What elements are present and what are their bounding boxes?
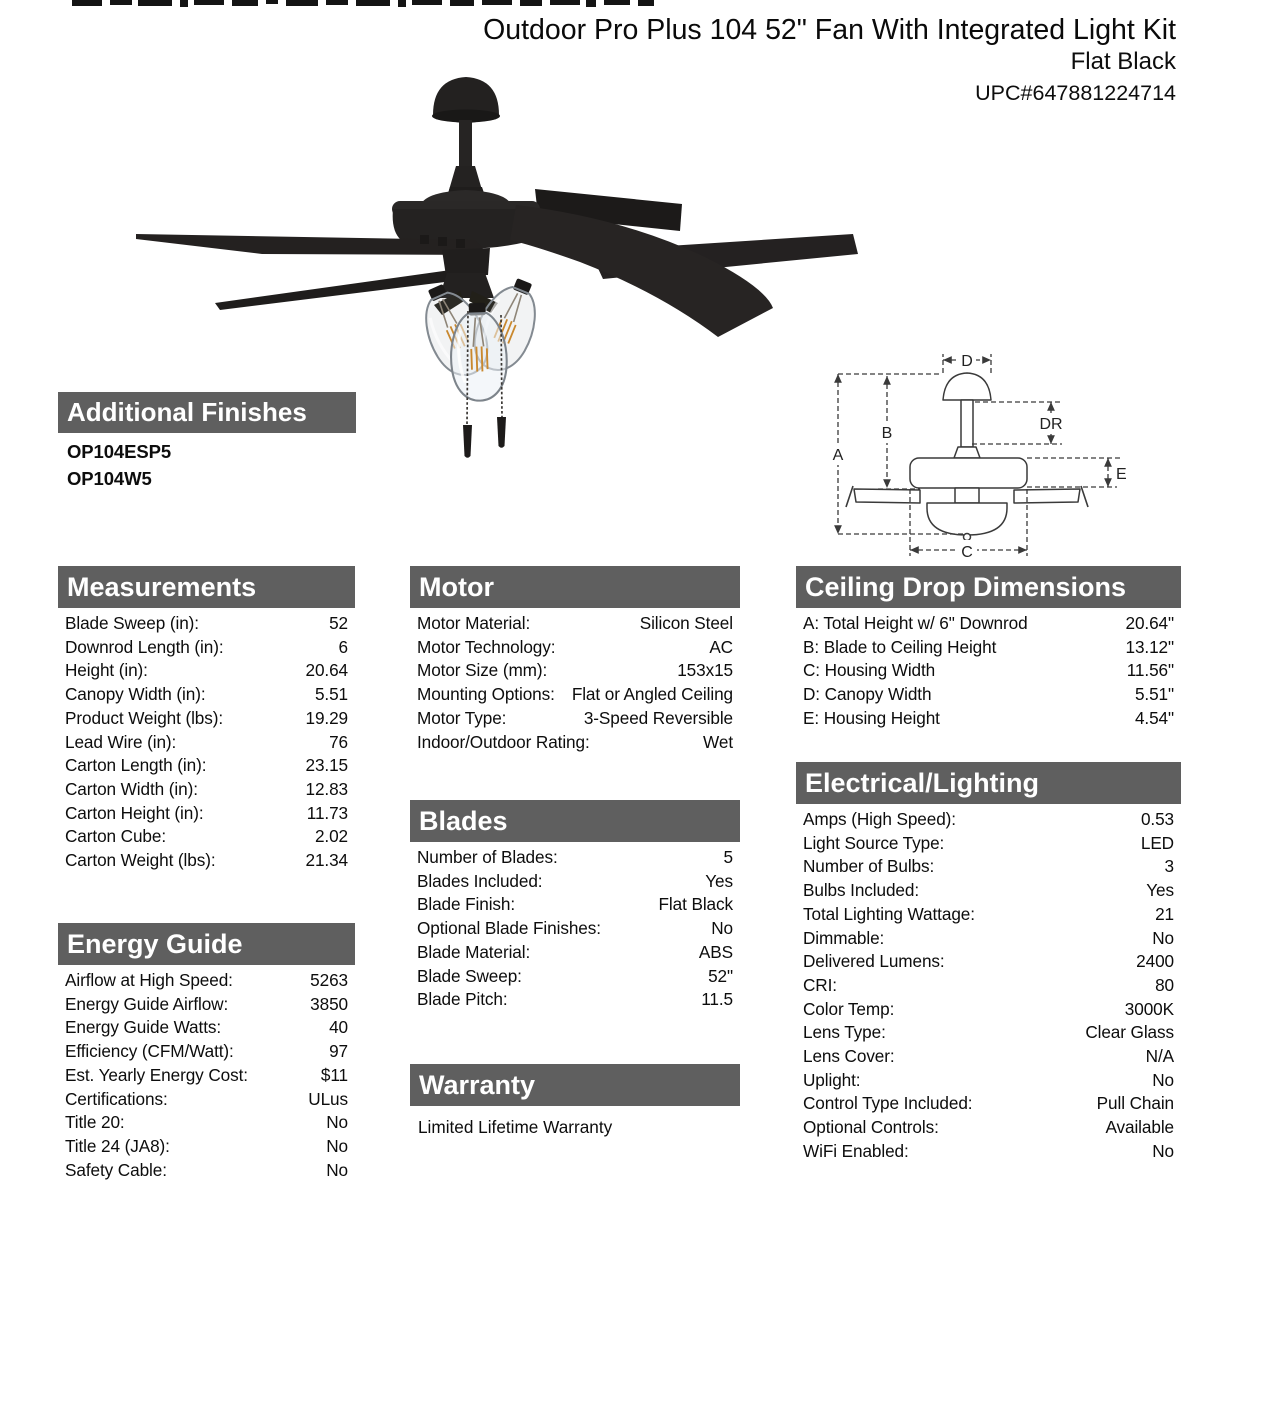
section-header-additional-finishes: Additional Finishes (58, 392, 356, 433)
spec-row (803, 683, 1174, 707)
spec-row: OP104ESP5 (67, 441, 172, 462)
spec-value: No (1152, 1140, 1174, 1161)
spec-value: 19.29 (305, 707, 348, 728)
energy-guide-rows (58, 969, 355, 1182)
motor-section (410, 566, 740, 754)
spec-value: No (711, 918, 733, 939)
spec-value: 2.02 (314, 826, 348, 847)
spec-row (417, 659, 733, 683)
spec-row (417, 612, 733, 636)
spec-label: Mounting Options: (417, 684, 555, 705)
spec-label: Efficiency (CFM/Watt): (65, 1041, 234, 1062)
spec-value: $11 (320, 1064, 348, 1085)
spec-label: E: Housing Height (803, 707, 940, 728)
spec-row (65, 659, 348, 683)
spec-value: 20.64" (1125, 613, 1174, 633)
spec-row (803, 1092, 1174, 1116)
spec-label: Canopy Width (in): (65, 684, 206, 705)
spec-row (803, 832, 1174, 856)
spec-label: Product Weight (lbs): (65, 707, 224, 728)
electrical-rows (796, 808, 1181, 1164)
spec-row (803, 855, 1174, 879)
spec-value: 11.73 (306, 802, 348, 823)
spec-value: 52" (708, 965, 733, 986)
measurements-section (58, 566, 355, 873)
spec-row (65, 707, 348, 731)
spec-value: Silicon Steel (639, 613, 733, 633)
spec-value: 97 (329, 1041, 348, 1062)
spec-label: Amps (High Speed): (803, 809, 956, 829)
dim-d (943, 350, 991, 373)
spec-value: 76 (329, 731, 348, 752)
spec-value: No (326, 1135, 348, 1156)
fan-canopy (432, 77, 500, 123)
spec-label: Number of Bulbs: (803, 856, 935, 877)
spec-row (417, 731, 733, 755)
spec-label: Light Source Type: (803, 832, 945, 853)
spec-value: 80 (1155, 974, 1174, 995)
spec-row (803, 1045, 1174, 1069)
spec-value: 3-Speed Reversible (583, 707, 733, 728)
spec-value: AC (709, 636, 733, 657)
spec-row (65, 778, 348, 802)
spec-row (65, 1135, 348, 1159)
spec-value: Yes (1146, 880, 1174, 901)
spec-row (803, 998, 1174, 1022)
dim-label-dr: DR (1039, 416, 1063, 433)
spec-row (803, 974, 1174, 998)
spec-value: No (1152, 927, 1174, 948)
spec-value: No (1152, 1069, 1174, 1090)
spec-label: Blade Sweep: (417, 965, 522, 986)
section-header-ceiling-drop: Ceiling Drop Dimensions (796, 566, 1181, 608)
spec-row (65, 1064, 348, 1088)
spec-row (417, 870, 733, 894)
spec-row (803, 903, 1174, 927)
spec-label: Blade Finish: (417, 894, 516, 915)
spec-label: Carton Length (in): (65, 755, 207, 776)
spec-label: Dimmable: (803, 927, 885, 948)
spec-label: Title 20: (65, 1112, 125, 1133)
spec-value: 52 (329, 613, 348, 633)
spec-label: Carton Cube: (65, 826, 167, 847)
spec-label: Title 24 (JA8): (65, 1135, 170, 1156)
dim-dr (972, 402, 1068, 444)
spec-label: Motor Technology: (417, 636, 556, 657)
section-header-electrical: Electrical/Lighting (796, 762, 1181, 804)
dim-label-c: C (961, 544, 973, 561)
spec-value: 3 (1164, 856, 1174, 877)
spec-row (65, 731, 348, 755)
spec-label: Bulbs Included: (803, 880, 920, 901)
spec-row (417, 988, 733, 1012)
spec-value: N/A (1145, 1046, 1174, 1067)
spec-row (417, 893, 733, 917)
spec-row (65, 683, 348, 707)
spec-value: Flat Black (658, 894, 733, 915)
spec-label: Lens Type: (803, 1022, 886, 1043)
dim-label-b: B (881, 425, 893, 442)
spec-label: Blade Pitch: (417, 989, 508, 1010)
product-upc: UPC#647881224714 (975, 81, 1176, 105)
warranty-section (410, 1064, 740, 1139)
spec-row (803, 879, 1174, 903)
fan-downrod (449, 120, 482, 190)
spec-value: 6 (338, 636, 348, 657)
spec-label: Lead Wire (in): (65, 731, 177, 752)
spec-row (417, 636, 733, 660)
spec-row (65, 802, 348, 826)
spec-label: Color Temp: (803, 998, 895, 1019)
diagram-fan-outline (846, 373, 1088, 541)
spec-row (803, 707, 1174, 731)
spec-value: Available (1105, 1117, 1174, 1138)
spec-value: Clear Glass (1085, 1022, 1174, 1043)
spec-row (803, 612, 1174, 636)
spec-row (803, 636, 1174, 660)
spec-label: A: Total Height w/ 6" Downrod (803, 613, 1028, 633)
spec-label: Blades Included: (417, 870, 543, 891)
spec-value: 21 (1155, 903, 1174, 924)
spec-label: Carton Weight (lbs): (65, 850, 216, 871)
spec-value: 11.5 (701, 989, 733, 1010)
spec-row: OP104W5 (67, 467, 152, 489)
spec-row (65, 1016, 348, 1040)
spec-label: CRI: (803, 974, 837, 995)
spec-row (417, 917, 733, 941)
spec-value: ULus (308, 1088, 348, 1109)
spec-row (417, 941, 733, 965)
spec-label: Optional Blade Finishes: (417, 918, 601, 939)
spec-row (803, 1116, 1174, 1140)
spec-label: Height (in): (65, 660, 148, 681)
spec-label: Est. Yearly Energy Cost: (65, 1064, 248, 1085)
blades-rows (410, 846, 740, 1012)
spec-label: Motor Size (mm): (417, 660, 548, 681)
spec-label: Downrod Length (in): (65, 636, 224, 657)
spec-label: Total Lighting Wattage: (803, 903, 975, 924)
spec-label: D: Canopy Width (803, 684, 932, 705)
section-header-energy-guide: Energy Guide (58, 923, 355, 965)
additional-finishes-list (58, 439, 356, 492)
spec-value: 5.51" (1134, 684, 1174, 705)
spec-label: Carton Width (in): (65, 778, 198, 799)
spec-label: C: Housing Width (803, 660, 936, 681)
spec-row (65, 612, 348, 636)
section-header-measurements: Measurements (58, 566, 355, 608)
spec-row (803, 950, 1174, 974)
spec-label: Airflow at High Speed: (65, 970, 233, 990)
section-header-warranty: Warranty (410, 1064, 740, 1106)
spec-row (803, 1140, 1174, 1164)
ceiling-drop-section (796, 566, 1181, 731)
spec-row (65, 636, 348, 660)
spec-label: WiFi Enabled: (803, 1140, 909, 1161)
spec-row (803, 1069, 1174, 1093)
product-finish: Flat Black (1070, 48, 1176, 75)
spec-label: B: Blade to Ceiling Height (803, 636, 997, 657)
spec-value: 3000K (1124, 998, 1174, 1019)
dim-e (1027, 458, 1127, 487)
spec-row (65, 825, 348, 849)
product-title: Outdoor Pro Plus 104 52" Fan With Integrated Light Kit (483, 14, 1176, 46)
spec-label: Delivered Lumens: (803, 951, 945, 972)
spec-label: Blade Material: (417, 941, 531, 962)
spec-value: 4.54" (1134, 707, 1174, 728)
dim-label-d: D (961, 353, 973, 370)
spec-value: 2400 (1136, 951, 1174, 972)
spec-label: Energy Guide Watts: (65, 1017, 222, 1038)
spec-value: 153x15 (677, 660, 733, 681)
ceiling-drop-rows (796, 612, 1181, 731)
spec-row (65, 1088, 348, 1112)
section-header-motor: Motor (410, 566, 740, 608)
additional-finishes-section (58, 392, 356, 492)
spec-value: ABS (698, 941, 733, 962)
spec-value: 21.34 (305, 850, 348, 871)
spec-label: Optional Controls: (803, 1117, 939, 1138)
spec-row (65, 1111, 348, 1135)
section-header-blades: Blades (410, 800, 740, 842)
spec-label: Lens Cover: (803, 1046, 895, 1067)
spec-row (65, 754, 348, 778)
spec-label: Safety Cable: (65, 1159, 167, 1180)
spec-value: 40 (329, 1017, 348, 1038)
clipped-logo-fragments (72, 0, 662, 8)
motor-rows (410, 612, 740, 754)
dim-label-e: E (1116, 466, 1127, 483)
spec-label: Motor Type: (417, 707, 507, 728)
spec-value: 0.53 (1140, 809, 1174, 829)
spec-value: 5 (723, 847, 733, 867)
spec-row (417, 846, 733, 870)
spec-label: Certifications: (65, 1088, 168, 1109)
spec-value: Yes (705, 870, 733, 891)
spec-row (803, 1021, 1174, 1045)
spec-label: Motor Material: (417, 613, 531, 633)
spec-row (65, 849, 348, 873)
spec-value: LED (1140, 832, 1174, 853)
spec-value: 5.51 (314, 684, 348, 705)
spec-label: Uplight: (803, 1069, 861, 1090)
spec-row (65, 993, 348, 1017)
spec-value: 23.15 (305, 755, 348, 776)
ceiling-drop-diagram (820, 345, 1192, 570)
measurements-rows (58, 612, 355, 873)
spec-label: Carton Height (in): (65, 802, 204, 823)
spec-value: No (326, 1112, 348, 1133)
spec-value: Flat or Angled Ceiling (571, 684, 733, 705)
spec-row (803, 808, 1174, 832)
spec-row (803, 659, 1174, 683)
spec-value: 11.56" (1126, 660, 1174, 681)
spec-value: 13.12" (1125, 636, 1174, 657)
spec-label: Blade Sweep (in): (65, 613, 199, 633)
dim-label-a: A (832, 447, 844, 464)
blades-section (410, 800, 740, 1012)
spec-label: Indoor/Outdoor Rating: (417, 731, 590, 752)
spec-row (417, 965, 733, 989)
spec-value: 12.83 (305, 778, 348, 799)
energy-guide-section (58, 923, 355, 1182)
spec-row (65, 1040, 348, 1064)
spec-value: 3850 (310, 993, 348, 1014)
spec-value: 5263 (310, 970, 348, 990)
spec-value: No (326, 1159, 348, 1180)
spec-row (65, 969, 348, 993)
spec-label: Energy Guide Airflow: (65, 993, 229, 1014)
spec-row (417, 707, 733, 731)
spec-label: Control Type Included: (803, 1093, 973, 1114)
warranty-text: Limited Lifetime Warranty (418, 1117, 613, 1137)
spec-value: Pull Chain (1096, 1093, 1174, 1114)
spec-label: Number of Blades: (417, 847, 558, 867)
spec-row (803, 927, 1174, 951)
electrical-section (796, 762, 1181, 1164)
spec-row (65, 1159, 348, 1183)
spec-value: 20.64 (305, 660, 348, 681)
spec-row (417, 683, 733, 707)
spec-value: Wet (703, 731, 733, 752)
